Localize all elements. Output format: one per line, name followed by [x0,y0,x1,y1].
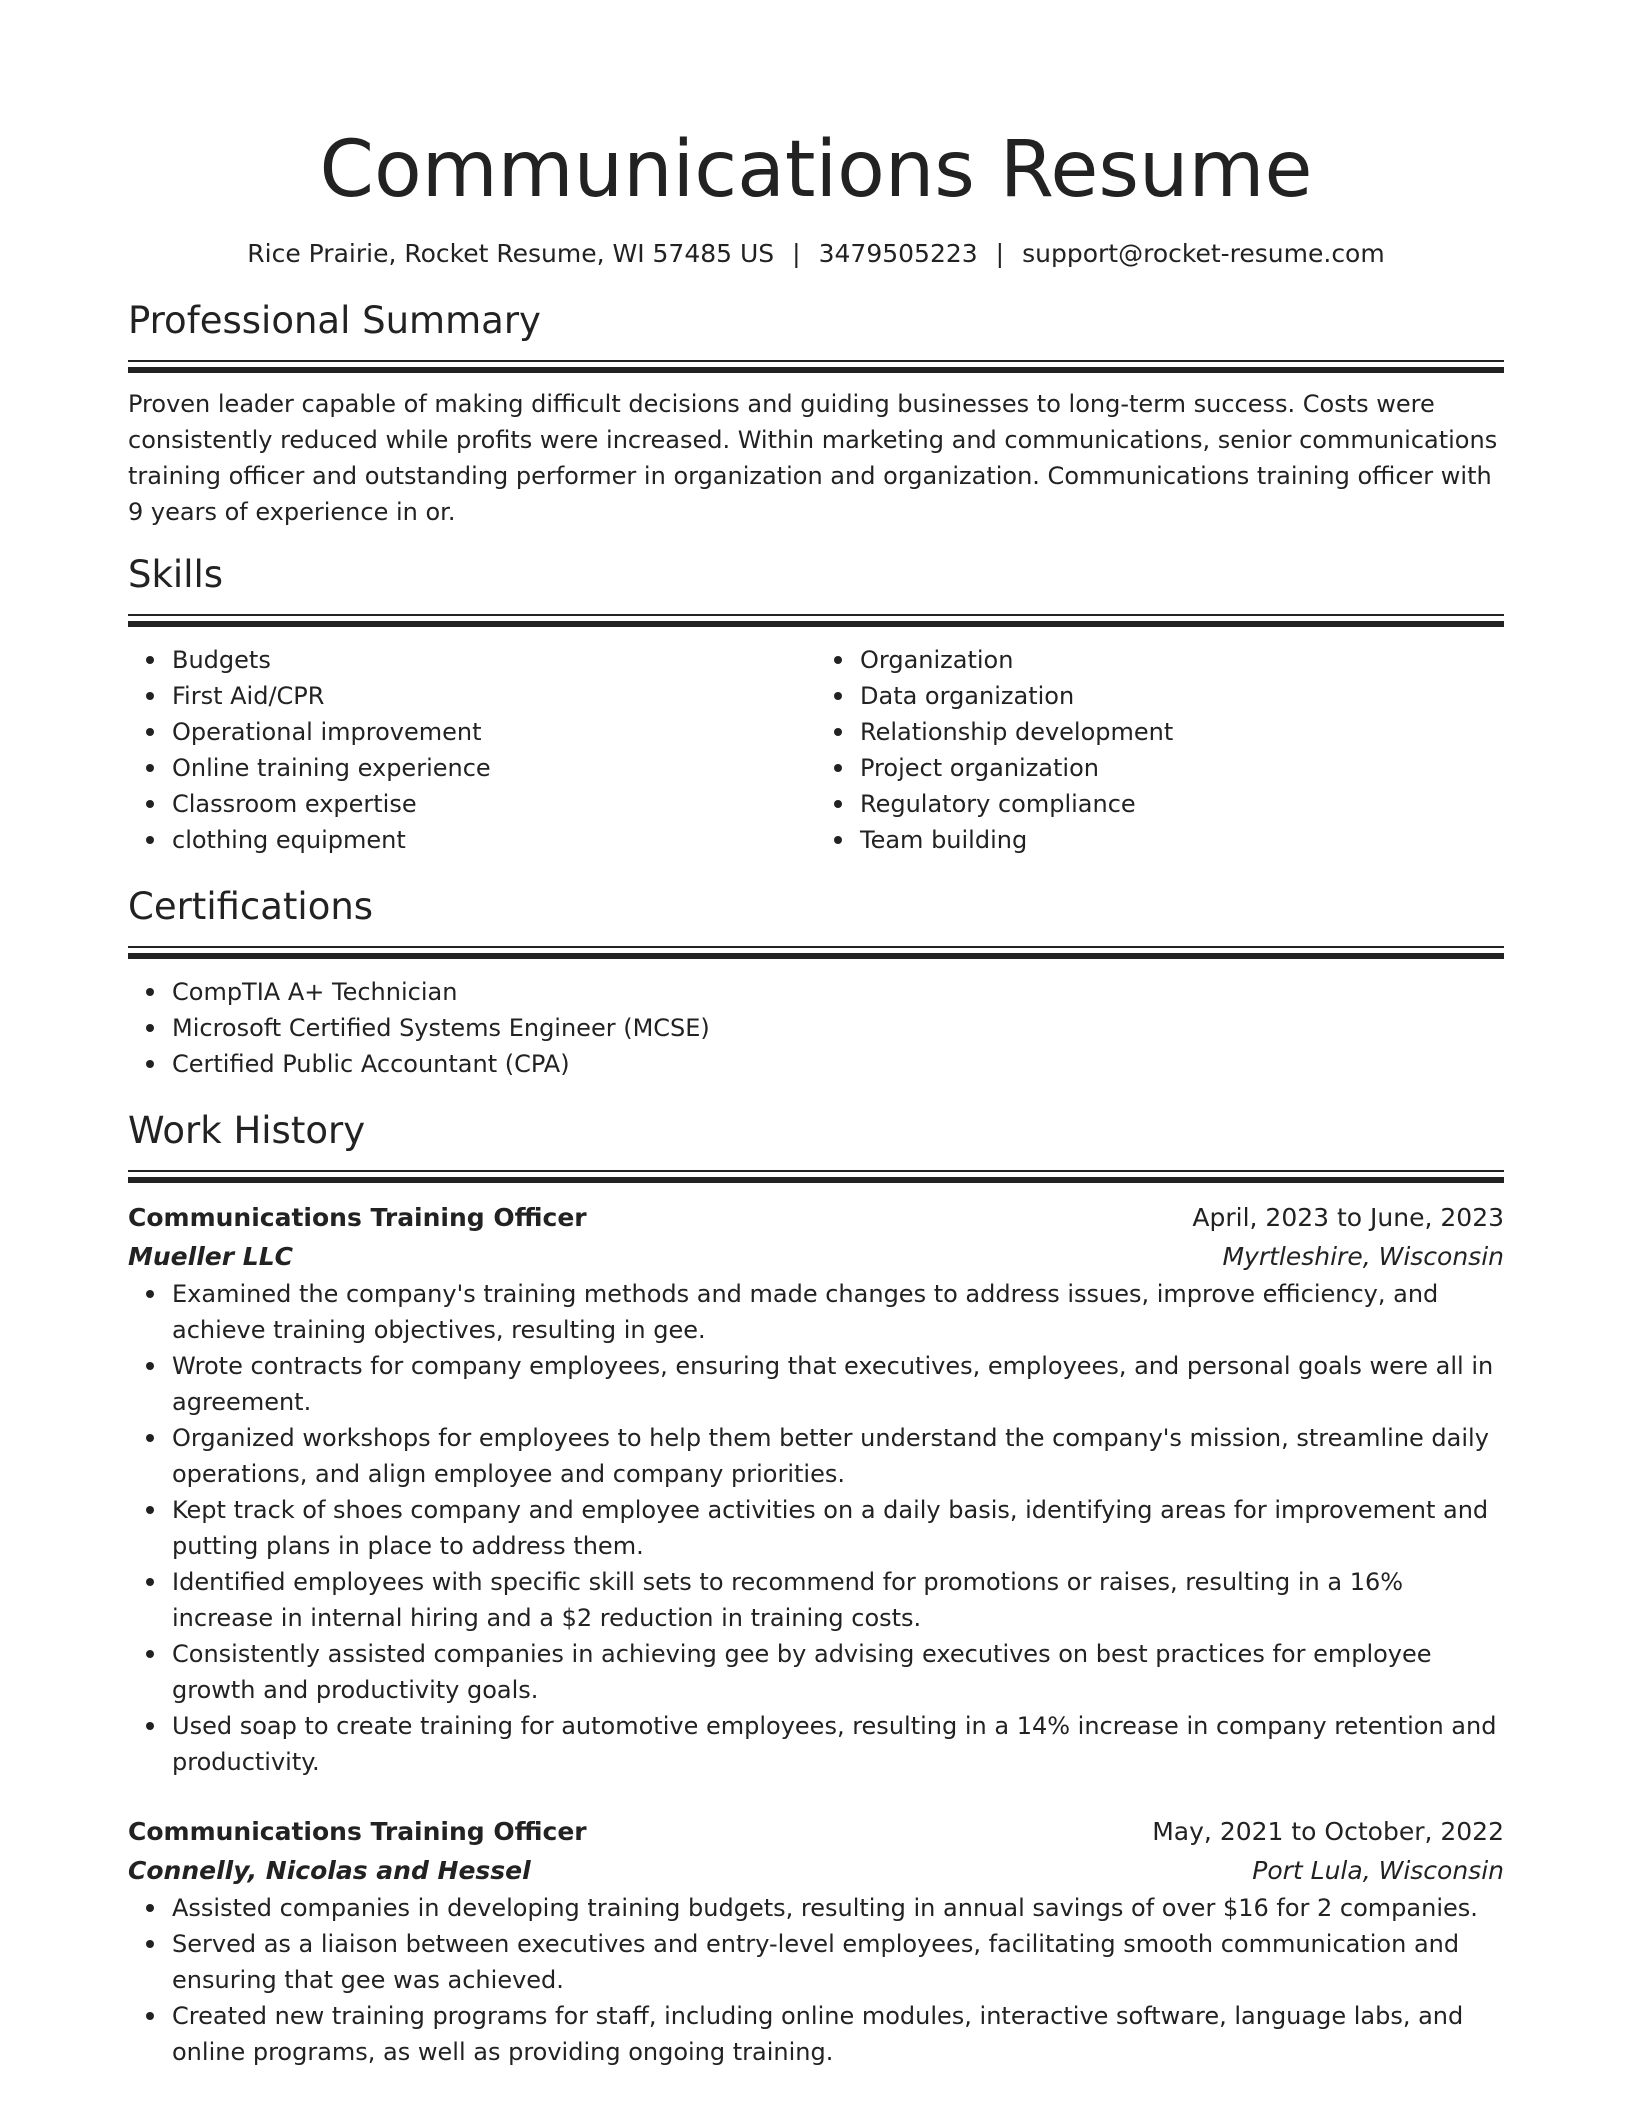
contact-separator: | [792,239,801,268]
summary-text: Proven leader capable of making difficult decisions and guiding businesses to long-term success. Costs were consistently reduced while profits were increased. Within marketing and communications, senior communications training officer and outstanding performer in organization and organization. Communications training officer with 9 years of experience in or. [128,390,1498,526]
job-dates: May, 2021 to October, 2022 [1152,1817,1504,1846]
certification-item: Microsoft Certified Systems Engineer (MCSE) [172,1010,1504,1046]
certification-item: CompTIA A+ Technician [172,974,1504,1010]
section-heading-summary: Professional Summary [128,299,541,342]
certifications-list [128,974,1504,1082]
job-duty: Organized workshops for employees to help them better understand the company's mission, streamline daily operations, and align employee and company priorities. [172,1420,1504,1492]
job-title: Communications Training Officer [128,1203,587,1232]
job-duty: Consistently assisted companies in achieving gee by advising executives on best practices for employee growth and productivity goals. [172,1636,1504,1708]
skill-item: Online training experience [172,750,816,786]
skill-item: Regulatory compliance [860,786,1504,822]
contact-phone: 3479505223 [818,239,978,268]
job-entry [128,1198,1504,1780]
job-entry [128,1812,1504,2070]
section-heading-certifications: Certifications [128,885,374,928]
job-duties-list [128,1276,1504,1780]
job-title: Communications Training Officer [128,1817,587,1846]
skills-column-right [816,642,1504,858]
skills-grid [128,642,1504,858]
job-dates: April, 2023 to June, 2023 [1192,1203,1504,1232]
section-divider [128,1170,1504,1184]
job-duty: Identified employees with specific skill sets to recommend for promotions or raises, resulting in a 16% increase in internal hiring and a $2 reduction in training costs. [172,1564,1504,1636]
skill-item: Team building [860,822,1504,858]
skill-item: Project organization [860,750,1504,786]
section-divider [128,946,1504,960]
skill-item: Relationship development [860,714,1504,750]
skill-item: Organization [860,642,1504,678]
contact-separator: | [995,239,1005,268]
job-header [128,1812,1504,1852]
job-duty: Kept track of shoes company and employee activities on a daily basis, identifying areas for improvement and putting plans in place to address them. [172,1492,1504,1564]
job-company: Mueller LLC [128,1242,293,1271]
job-duty: Created new training programs for staff, including online modules, interactive software, language labs, and online programs, as well as providing ongoing training. [172,1998,1504,2070]
skill-item: Classroom expertise [172,786,816,822]
contact-line [128,236,1504,272]
job-header [128,1198,1504,1238]
job-duty: Wrote contracts for company employees, ensuring that executives, employees, and personal goals were all in agreement. [172,1348,1504,1420]
resume-title: Communications Resume [319,125,1313,215]
certification-item: Certified Public Accountant (CPA) [172,1046,1504,1082]
section-heading-work-history: Work History [128,1109,366,1152]
job-subheader [128,1852,1504,1890]
job-duty: Assisted companies in developing training budgets, resulting in annual savings of over $16 for 2 companies. [172,1890,1504,1926]
contact-address: Rice Prairie, Rocket Resume, WI 57485 US [247,239,775,268]
section-divider [128,360,1504,374]
skills-list-right [816,642,1504,858]
contact-email: support@rocket-resume.com [1022,239,1385,268]
job-duty: Used soap to create training for automotive employees, resulting in a 14% increase in company retention and productivity. [172,1708,1504,1780]
job-location: Myrtleshire, Wisconsin [1222,1242,1504,1271]
skills-section [128,550,1504,858]
section-divider [128,614,1504,628]
skills-list-left [128,642,816,858]
job-duties-list [128,1890,1504,2070]
job-duty: Examined the company's training methods and made changes to address issues, improve efficiency, and achieve training objectives, resulting in gee. [172,1276,1504,1348]
summary-section [128,296,1504,530]
section-heading-skills: Skills [128,553,224,596]
skill-item: clothing equipment [172,822,816,858]
skill-item: Budgets [172,642,816,678]
job-duty: Served as a liaison between executives and entry-level employees, facilitating smooth communication and ensuring that gee was achieved. [172,1926,1504,1998]
skill-item: Operational improvement [172,714,816,750]
work-history-section [128,1106,1504,2070]
skill-item: Data organization [860,678,1504,714]
skill-item: First Aid/CPR [172,678,816,714]
skills-column-left [128,642,816,858]
job-location: Port Lula, Wisconsin [1252,1856,1504,1885]
job-company: Connelly, Nicolas and Hessel [128,1856,531,1885]
certifications-section [128,882,1504,1082]
job-subheader [128,1238,1504,1276]
